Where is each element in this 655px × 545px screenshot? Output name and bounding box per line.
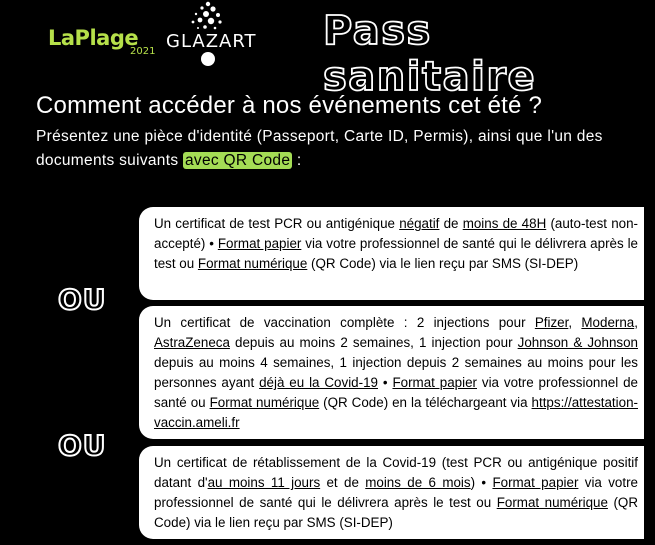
card-text: Un certificat de rétablissement de la Covid-19 (test PCR ou antigénique positif datant d' — [154, 455, 638, 490]
card-underlined-text: au moins 11 jours — [207, 475, 321, 490]
qr-code-highlight: avec QR Code — [185, 152, 291, 169]
card-test-certificate — [139, 207, 644, 300]
card-underlined-text: moins de 6 mois — [365, 475, 471, 490]
card-text: • — [377, 375, 393, 390]
card-underlined-text: Format papier — [392, 375, 477, 390]
card-text: (QR Code) en la téléchargeant via — [319, 395, 532, 410]
question-heading: Comment accéder à nos événements cet été ? — [36, 92, 543, 119]
card-text: (QR Code) via le lien reçu par SMS (SI-DEP) — [307, 256, 579, 271]
card-underlined-text: https://attestation-vaccin.ameli.fr — [154, 395, 638, 430]
card-text: depuis au moins 2 semaines, 1 injection pour — [229, 335, 518, 350]
intro-before: Présentez une pièce d'identité (Passeport, Carte ID, Permis), ainsi que l'un des documents suivants — [36, 128, 603, 169]
card-underlined-text: Pfizer — [534, 315, 569, 330]
header — [0, 0, 655, 100]
card-underlined-text: Moderna — [581, 315, 635, 330]
card-recovery-certificate — [139, 446, 644, 539]
or-separator: OU — [58, 429, 107, 462]
card-text: (auto-test non-accepté) • — [154, 216, 638, 251]
card-text: , — [634, 315, 638, 330]
laplage-logo-name: LaPlage — [48, 26, 139, 50]
card-text: (QR Code) via le lien reçu par SMS (SI-DEP) — [154, 495, 639, 530]
card-text: de — [439, 216, 463, 231]
intro-text — [36, 125, 636, 173]
card-text: ) • — [470, 475, 493, 490]
intro-after: : — [292, 152, 302, 169]
card-underlined-text: Johnson & Johnson — [517, 335, 638, 350]
glazart-logo-name: GLAZART — [166, 31, 257, 52]
card-vaccination-certificate — [139, 306, 644, 439]
card-text: Un certificat de test PCR ou antigénique — [154, 216, 400, 231]
card-underlined-text: Format papier — [217, 236, 302, 251]
card-text: , — [568, 315, 582, 330]
card-underlined-text: Format numérique — [197, 256, 308, 271]
card-underlined-text: moins de 48H — [462, 216, 547, 231]
card-text: via votre professionnel de santé ou — [154, 375, 638, 410]
card-text: Un certificat de vaccination complète : 2 injections pour — [154, 315, 535, 330]
or-separator: OU — [58, 283, 107, 316]
laplage-logo — [48, 26, 156, 57]
card-underlined-text: négatif — [399, 216, 440, 231]
card-text: via votre professionnel de santé qui le délivrera après le test ou — [154, 475, 638, 510]
card-underlined-text: Format numérique — [209, 395, 320, 410]
card-underlined-text: déjà eu la Covid-19 — [259, 375, 378, 390]
card-underlined-text: AstraZeneca — [154, 335, 230, 350]
card-underlined-text: Format papier — [492, 475, 579, 490]
card-underlined-text: Format numérique — [496, 495, 608, 510]
card-text: via votre professionnel de santé qui le délivrera après le test ou — [154, 236, 638, 271]
glazart-logo — [160, 0, 257, 70]
card-text: depuis au moins 4 semaines, 1 injection depuis 2 semaines au moins pour les personnes ayant — [154, 355, 638, 390]
page-title: Pass sanitaire — [323, 8, 537, 100]
card-text: et de — [320, 475, 366, 490]
laplage-logo-year: 2021 — [130, 46, 156, 57]
